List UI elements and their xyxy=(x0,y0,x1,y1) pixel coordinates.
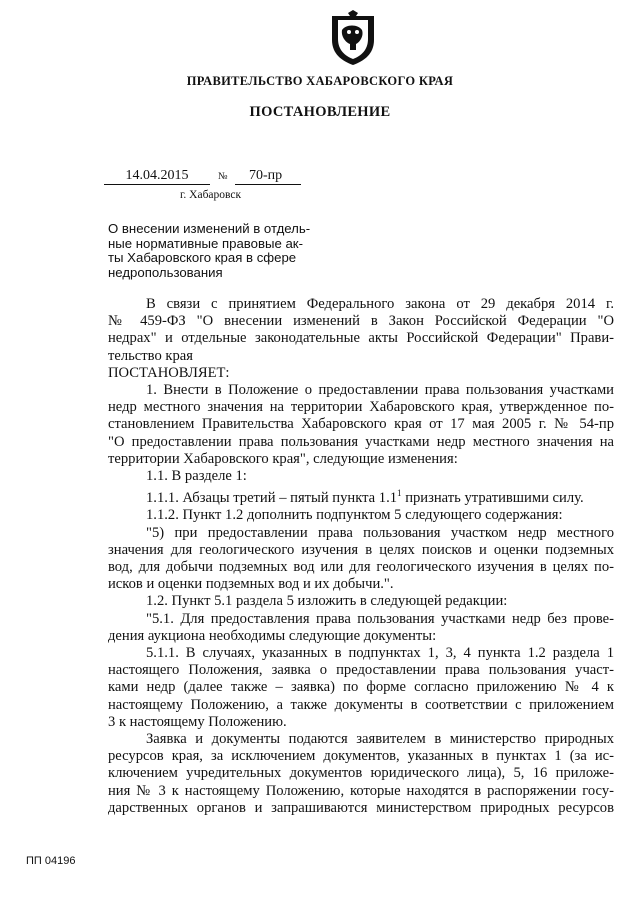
body-line: ками недр (далее также – заявка) по форме согласно приложению № 4 к xyxy=(108,679,614,696)
document-body xyxy=(108,296,614,817)
number-sign: № xyxy=(218,171,228,182)
body-line: 5.1.1. В случаях, указанных в подпунктах 1, 3, 4 пункта 1.2 раздела 1 xyxy=(146,644,614,661)
body-line: дарственных органов и запрашиваются министерством природных ресурсов xyxy=(108,799,614,816)
body-line: 1.1.2. Пункт 1.2 дополнить подпунктом 5 следующего содержания: xyxy=(146,507,563,524)
body-line: настоящему Положению, а также документы в соответствии с приложением xyxy=(108,696,614,713)
body-line: недр местного значения на территории Хабаровского края, утвержденное по- xyxy=(108,399,614,416)
body-line: 1. Внести в Положение о предоставлении права пользования участками xyxy=(146,382,614,399)
document-number: 70-пр xyxy=(235,167,301,185)
document-date: 14.04.2015 xyxy=(104,167,210,185)
body-line: ния № 3 к настоящему Положению, которые находятся в распоряжении госу- xyxy=(108,782,614,799)
body-line: дения аукциона необходимы следующие документы: xyxy=(108,627,437,644)
body-line: вод, для добычи подземных вод или для геологического изучения в целях по- xyxy=(108,558,614,575)
body-line: становлением Правительства Хабаровского края от 17 мая 2005 г. № 54-пр xyxy=(108,416,614,433)
body-line-with-footnote xyxy=(108,485,614,507)
body-line: "5) при предоставлении права пользования участком недр местного xyxy=(146,524,614,541)
body-line: значения для геологического изучения в целях поисков и оценки подземных xyxy=(108,541,614,558)
subject-line: недропользования xyxy=(108,264,223,280)
body-line: № 459-ФЗ "О внесении изменений в Закон Российской Федерации "О xyxy=(108,313,614,330)
body-line: недрах" и отдельные законодательные акты Российской Федерации" Прави- xyxy=(108,330,614,347)
body-line-text: признать утратившими силу. xyxy=(401,490,584,507)
body-line: 1.1. В разделе 1: xyxy=(146,468,247,485)
body-line: тельство края xyxy=(108,347,193,364)
body-line: В связи с принятием Федерального закона от 29 декабря 2014 г. xyxy=(146,296,614,312)
coat-of-arms-icon xyxy=(328,10,378,66)
resolution-word: ПОСТАНОВЛЯЕТ: xyxy=(108,364,230,381)
document-code: ПП 04196 xyxy=(26,855,76,867)
body-line: "О предоставлении права пользования участками недр местного значения на xyxy=(108,433,614,450)
document-city: г. Хабаровск xyxy=(180,189,242,201)
footnote-mark: 1 xyxy=(397,488,402,499)
body-line: 1.2. Пункт 5.1 раздела 5 изложить в следующей редакции: xyxy=(146,593,508,610)
subject-line: ты Хабаровского края в сфере xyxy=(108,250,297,266)
body-line: территории Хабаровского края", следующие изменения: xyxy=(108,450,458,467)
body-line: ключением учредительных документов юридического лица), 5, 16 приложе- xyxy=(108,765,614,782)
subject-line: ные нормативные правовые ак- xyxy=(108,235,303,251)
body-line: исков и оценки подземных вод и их добычи.". xyxy=(108,576,394,593)
document-subject xyxy=(108,222,330,280)
body-line-text: 1.1.1. Абзацы третий – пятый пункта 1.1 xyxy=(146,490,398,507)
body-line: настоящего Положения, заявка о предоставлении права пользования участ- xyxy=(108,662,614,679)
body-line: ресурсов края, за исключением документов, указанных в пунктах 1 (за ис- xyxy=(108,748,614,765)
subject-line: О внесении изменений в отдель- xyxy=(108,221,311,236)
body-line: "5.1. Для предоставления права пользования участками недр без прове- xyxy=(146,610,614,627)
body-line: 3 к настоящему Положению. xyxy=(108,713,287,730)
body-line: Заявка и документы подаются заявителем в министерство природных xyxy=(146,730,614,747)
document-type: ПОСТАНОВЛЕНИЕ xyxy=(249,104,391,120)
government-name: ПРАВИТЕЛЬСТВО ХАБАРОВСКОГО КРАЯ xyxy=(186,74,454,88)
